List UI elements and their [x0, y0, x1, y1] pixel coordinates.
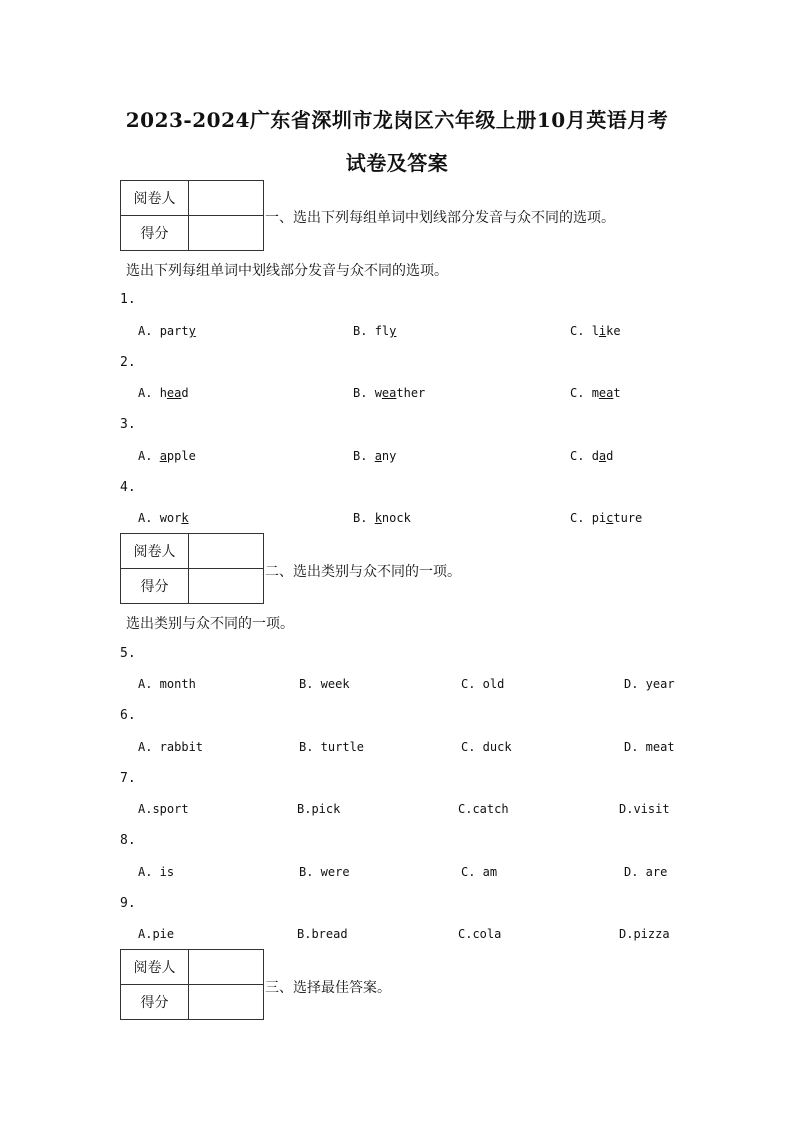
score-blank	[189, 985, 264, 1020]
option-5a: A. month	[138, 677, 196, 691]
question-number: 6.	[120, 708, 136, 723]
option-4a: A. work	[138, 511, 189, 525]
question-number: 4.	[120, 480, 136, 495]
question-number: 1.	[120, 292, 136, 307]
reviewer-blank	[189, 534, 264, 569]
option-5d: D. year	[624, 677, 675, 691]
page-title-line-2: 试卷及答案	[345, 151, 449, 175]
page-title-line-1: 2023-2024广东省深圳市龙岗区六年级上册10月英语月考	[125, 108, 669, 132]
reviewer-label: 阅卷人	[121, 950, 189, 985]
score-blank	[189, 569, 264, 604]
question-number: 5.	[120, 646, 136, 661]
option-4b: B. knock	[353, 511, 411, 525]
reviewer-blank	[189, 950, 264, 985]
option-8a: A. is	[138, 865, 175, 879]
section-2-instruction: 选出类别与众不同的一项。	[126, 616, 294, 632]
option-1b: B. fly	[353, 324, 397, 338]
option-1c: C. like	[570, 324, 621, 338]
option-2b: B. weather	[353, 386, 426, 400]
section-1-instruction: 选出下列每组单词中划线部分发音与众不同的选项。	[126, 263, 448, 279]
section-2-heading: 二、选出类别与众不同的一项。	[265, 564, 461, 580]
option-3c: C. dad	[570, 449, 614, 463]
option-7b: B.pick	[297, 802, 341, 816]
option-5b: B. week	[299, 677, 350, 691]
option-7c: C.catch	[458, 802, 509, 816]
option-3a: A. apple	[138, 449, 196, 463]
score-label: 得分	[121, 985, 189, 1020]
option-8d: D. are	[624, 865, 668, 879]
reviewer-label: 阅卷人	[121, 534, 189, 569]
option-2c: C. meat	[570, 386, 621, 400]
option-9b: B.bread	[297, 927, 348, 941]
option-9d: D.pizza	[619, 927, 670, 941]
option-6d: D. meat	[624, 740, 675, 754]
section-3-heading: 三、选择最佳答案。	[265, 980, 391, 996]
option-6b: B. turtle	[299, 740, 365, 754]
question-number: 8.	[120, 833, 136, 848]
score-box-section-3	[120, 949, 264, 1020]
score-box-section-1	[120, 180, 264, 251]
question-number: 9.	[120, 896, 136, 911]
option-4c: C. picture	[570, 511, 643, 525]
option-7a: A.sport	[138, 802, 189, 816]
option-3b: B. any	[353, 449, 397, 463]
question-number: 2.	[120, 355, 136, 370]
score-label: 得分	[121, 216, 189, 251]
reviewer-blank	[189, 181, 264, 216]
score-label: 得分	[121, 569, 189, 604]
option-8c: C. am	[461, 865, 498, 879]
option-2a: A. head	[138, 386, 189, 400]
option-8b: B. were	[299, 865, 350, 879]
question-number: 3.	[120, 417, 136, 432]
option-9c: C.cola	[458, 927, 502, 941]
question-number: 7.	[120, 771, 136, 786]
option-6a: A. rabbit	[138, 740, 204, 754]
section-1-heading: 一、选出下列每组单词中划线部分发音与众不同的选项。	[265, 210, 615, 226]
option-9a: A.pie	[138, 927, 175, 941]
option-6c: C. duck	[461, 740, 512, 754]
score-blank	[189, 216, 264, 251]
reviewer-label: 阅卷人	[121, 181, 189, 216]
option-7d: D.visit	[619, 802, 670, 816]
score-box-section-2	[120, 533, 264, 604]
option-5c: C. old	[461, 677, 505, 691]
option-1a: A. party	[138, 324, 196, 338]
